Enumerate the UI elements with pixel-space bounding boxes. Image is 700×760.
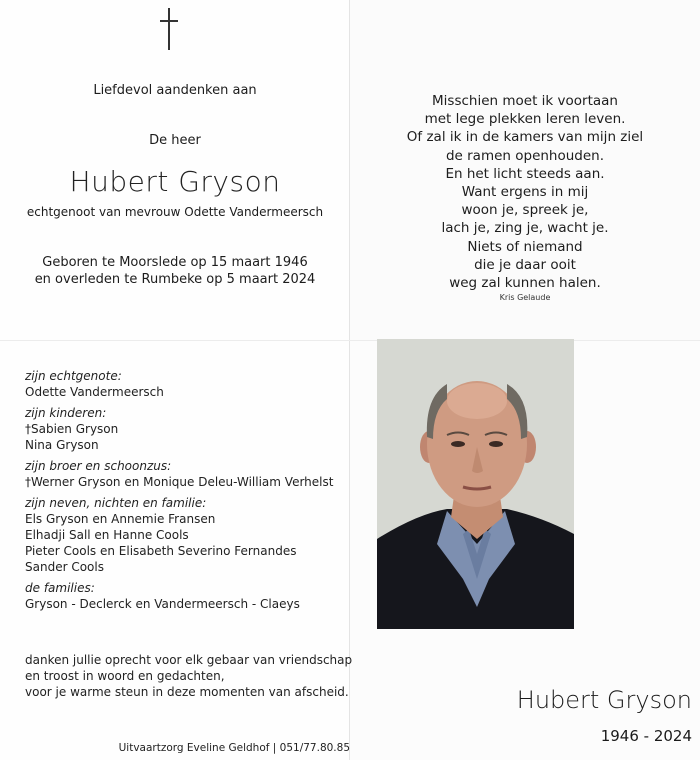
poem-line: woon je, spreek je,: [461, 202, 589, 219]
funeral-home-footer: Uitvaartzorg Eveline Geldhof | 051/77.80.85: [118, 742, 350, 754]
family-member: Gryson - Declerck en Vandermeersch - Claeys: [25, 597, 300, 611]
thanks-text: [25, 652, 352, 700]
poem-line: Want ergens in mij: [461, 184, 589, 201]
deceased-name: Hubert Gryson: [69, 165, 281, 198]
poem-line: die je daar ooit: [474, 256, 576, 273]
relatives-label: zijn neven, nichten en familie:: [25, 496, 207, 510]
family-member: Elhadji Sall en Hanne Cools: [25, 528, 189, 542]
cross-icon: [160, 8, 178, 50]
poem-line: Misschien moet ik voortaan: [432, 93, 618, 109]
spouse-line: echtgenoot van mevrouw Odette Vandermeersch: [26, 205, 324, 219]
portrait-photo: [377, 339, 574, 629]
family-member: †Sabien Gryson: [25, 422, 119, 436]
family-list: [25, 368, 333, 612]
family-member: Sander Cools: [25, 560, 104, 574]
thanks-line: danken jullie oprecht voor elk gebaar van vriendschap: [25, 653, 353, 667]
salutation: De heer: [149, 133, 201, 148]
birth-line: Geboren te Moorslede op 15 maart 1946: [42, 255, 308, 270]
family-member: Els Gryson en Annemie Fransen: [25, 512, 216, 526]
poem-author: Kris Gelaude: [499, 293, 551, 302]
poem-line: Of zal ik in de kamers van mijn ziel: [406, 129, 644, 146]
poem-line: weg zal kunnen halen.: [449, 275, 601, 292]
death-line: en overleden te Rumbeke op 5 maart 2024: [34, 272, 316, 287]
intro-text: Liefdevol aandenken aan: [93, 83, 257, 98]
family-member: †Werner Gryson en Monique Deleu-William Verhelst: [25, 475, 334, 489]
portrait-years: 1946 - 2024: [600, 727, 692, 745]
poem-line: Niets of niemand: [467, 238, 583, 255]
thanks-line: en troost in woord en gedachten,: [25, 669, 225, 683]
poem-line: de ramen openhouden.: [445, 147, 605, 164]
family-member: Pieter Cools en Elisabeth Severino Fernandes: [25, 544, 297, 558]
family-member: Odette Vandermeersch: [25, 385, 164, 399]
poem-line: met lege plekken leren leven.: [424, 111, 626, 128]
families-label: de families:: [25, 581, 95, 595]
portrait-name: Hubert Gryson: [516, 686, 692, 714]
poem-line: En het licht steeds aan.: [445, 165, 605, 182]
portrait-illustration: [377, 339, 574, 629]
spouse-label: zijn echtgenote:: [25, 369, 122, 383]
sibling-label: zijn broer en schoonzus:: [25, 459, 172, 473]
family-member: Nina Gryson: [25, 438, 99, 452]
thanks-line: voor je warme steun in deze momenten van afscheid.: [25, 685, 349, 699]
horizontal-fold: [0, 340, 700, 341]
poem: [350, 92, 700, 292]
children-label: zijn kinderen:: [25, 406, 107, 420]
poem-line: lach je, zing je, wacht je.: [441, 220, 609, 237]
